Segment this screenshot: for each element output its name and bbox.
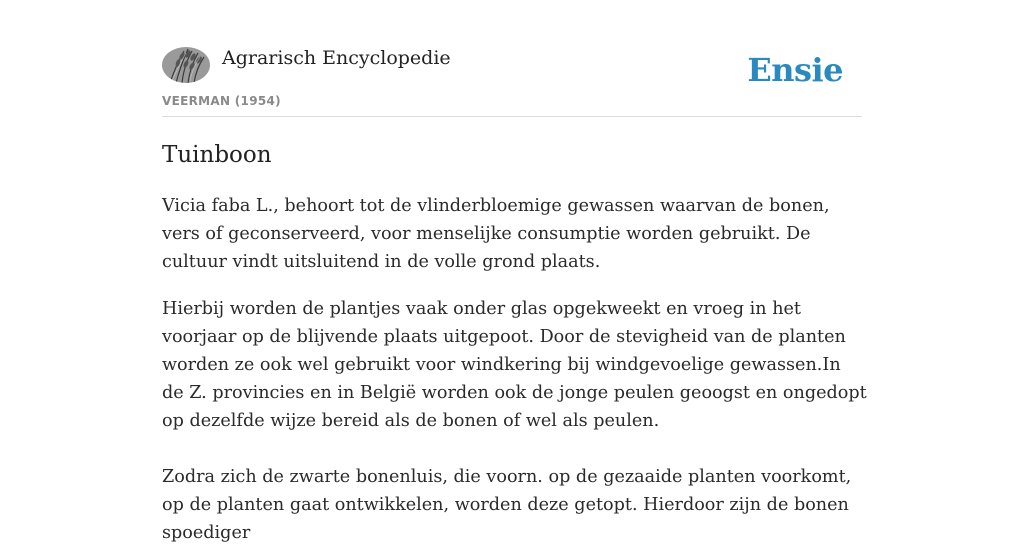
brand-logo[interactable]: Ensie [747, 51, 843, 89]
wheat-illustration-icon[interactable] [162, 47, 210, 83]
article-paragraph: Zodra zich de zwarte bonenluis, die voorn. op de gezaaide planten voorkomt, op de planten gaat ontwikkelen, worden deze getopt. Hierdoor zijn de bonen spoediger [162, 467, 852, 543]
encyclopedia-name[interactable]: Agrarisch Encyclopedie [222, 47, 451, 69]
header [162, 0, 862, 117]
article-paragraph: Vicia faba L., behoort tot de vlinderbloemige gewassen waarvan de bonen, vers of geconserveerd, voor menselijke consumptie worden gebruikt. De cultuur vindt uitsluitend in de volle grond plaats. [162, 196, 830, 272]
author-byline: VEERMAN (1954) [162, 94, 281, 108]
article-page [162, 0, 867, 543]
article-title: Tuinboon [162, 142, 272, 168]
article-paragraph: Hierbij worden de plantjes vaak onder glas opgekweekt en vroeg in het voorjaar op de blijvende plaats uitgepoot. Door de stevigheid van de planten worden ze ook wel gebruikt voor windkering bij windgevoelige gewassen.In de Z. provincies en in België worden ook de jonge peulen geoogst en ongedopt op dezelfde wijze bereid als de bonen of wel als peulen. [162, 299, 867, 431]
